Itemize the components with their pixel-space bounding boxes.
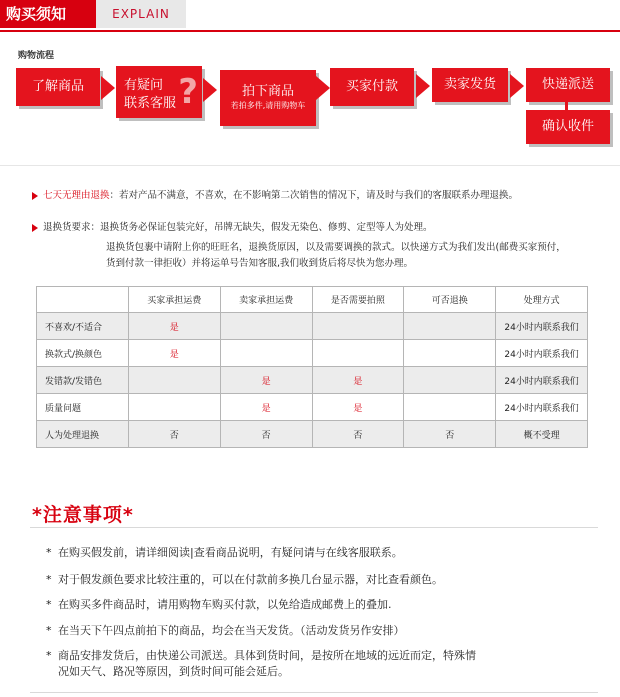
notes-title: *注意事项* — [32, 504, 134, 526]
flow-step-order-line1: 拍下商品 — [241, 84, 294, 99]
table-cell — [404, 394, 496, 421]
flow-step-order — [220, 70, 316, 126]
header-underline — [0, 30, 620, 32]
asterisk-bullet-icon: * — [46, 649, 52, 662]
table-cell — [312, 313, 404, 340]
question-mark-icon: ? — [178, 72, 198, 112]
triangle-bullet-icon — [32, 192, 38, 200]
table-cell — [404, 340, 496, 367]
asterisk-bullet-icon: * — [46, 624, 52, 637]
table-cell — [128, 394, 220, 421]
table-cell: 24小时内联系我们 — [496, 340, 588, 367]
table-header-cell: 买家承担运费 — [128, 287, 220, 313]
policy-return-instructions: 退换货包裹中请附上你的旺旺名，退换货原因，以及需要调换的款式。以快递方式为我们发出(邮费买家预付，货到付款一律拒收）并将运单号告知客服,我们收到货后将尽快为您办理。 — [106, 242, 566, 269]
table-cell: 24小时内联系我们 — [496, 367, 588, 394]
table-cell: 24小时内联系我们 — [496, 313, 588, 340]
flow-step-order-line2: 若拍多件,请用购物车 — [230, 101, 306, 110]
arrow-right-icon — [416, 74, 430, 98]
arrow-right-icon — [510, 74, 524, 98]
flow-step-contact — [116, 66, 202, 118]
divider — [0, 165, 620, 166]
header-subtitle: EXPLAIN — [96, 0, 186, 28]
arrow-right-icon — [316, 76, 330, 100]
table-cell — [220, 313, 312, 340]
table-cell: 是 — [128, 340, 220, 367]
arrow-right-icon — [101, 76, 115, 100]
table-cell: 24小时内联系我们 — [496, 394, 588, 421]
triangle-bullet-icon — [32, 224, 38, 232]
table-cell: 否 — [404, 421, 496, 448]
header-title: 购买须知 — [0, 0, 96, 28]
flow-title: 购物流程 — [18, 51, 55, 61]
flow-step-understand: 了解商品 — [16, 68, 100, 106]
table-cell — [404, 367, 496, 394]
table-header-row — [37, 287, 588, 313]
table-cell: 人为处理退换 — [37, 421, 129, 448]
note-text: 在购买多件商品时，请用购物车购买付款，以免给造成邮费上的叠加. — [58, 598, 392, 611]
asterisk-bullet-icon: * — [46, 573, 52, 586]
table-row — [37, 421, 588, 448]
table-cell: 发错款/发错色 — [37, 367, 129, 394]
note-text: 商品安排发货后，由快递公司派送。具体到货时间，是按所在地域的远近而定，特殊情 — [58, 649, 476, 662]
flow-step-contact-line1: 有疑问 — [124, 78, 164, 93]
table-cell — [128, 367, 220, 394]
policy-requirements-label: 退换货要求 — [43, 222, 91, 233]
table-cell: 否 — [312, 421, 404, 448]
table-cell: 是 — [220, 367, 312, 394]
table-cell — [312, 340, 404, 367]
table-cell — [404, 313, 496, 340]
flow-step-confirm: 确认收件 — [526, 110, 610, 144]
table-cell: 不喜欢/不适合 — [37, 313, 129, 340]
table-row — [37, 340, 588, 367]
table-cell: 是 — [312, 394, 404, 421]
policy-requirements — [32, 220, 433, 236]
note-text: 在购买假发前，请详细阅读|查看商品说明，有疑问请与在线客服联系。 — [58, 546, 403, 559]
table-header-cell — [37, 287, 129, 313]
table-header-cell: 卖家承担运费 — [220, 287, 312, 313]
table-cell: 概不受理 — [496, 421, 588, 448]
divider — [30, 527, 598, 528]
table-cell: 是 — [312, 367, 404, 394]
arrow-right-icon — [203, 78, 217, 102]
table-cell: 是 — [128, 313, 220, 340]
note-item — [46, 545, 403, 561]
note-text: 对于假发颜色要求比较注重的，可以在付款前多换几台显示器，对比查看颜色。 — [58, 573, 443, 586]
policy-seven-day-label: 七天无理由退换 — [43, 190, 110, 201]
policy-seven-day-text: ：若对产品不满意，不喜欢，在不影响第二次销售的情况下，请及时与我们的客服联系办理退换。 — [109, 190, 519, 201]
table-cell: 否 — [128, 421, 220, 448]
flow-step-pay: 买家付款 — [330, 68, 414, 106]
flow-step-ship: 卖家发货 — [432, 68, 508, 102]
divider — [30, 692, 598, 693]
return-policy-table — [36, 286, 588, 448]
note-item — [46, 597, 392, 613]
table-row — [37, 313, 588, 340]
note-item — [46, 648, 546, 680]
table-cell: 质量问题 — [37, 394, 129, 421]
asterisk-bullet-icon: * — [46, 546, 52, 559]
flow-step-contact-line2: 联系客服 — [124, 96, 177, 111]
table-header-cell: 可否退换 — [404, 287, 496, 313]
table-cell — [220, 340, 312, 367]
policy-requirements-text: ：退换货务必保证包装完好，吊牌无缺失，假发无染色、修剪、定型等人为处理。 — [90, 222, 433, 233]
section-header — [0, 0, 620, 32]
table-header-cell: 是否需要拍照 — [312, 287, 404, 313]
asterisk-bullet-icon: * — [46, 598, 52, 611]
note-item — [46, 623, 405, 639]
table-cell: 否 — [220, 421, 312, 448]
note-text: 在当天下午四点前拍下的商品，均会在当天发货。（活动发货另作安排） — [58, 624, 405, 637]
table-header-cell: 处理方式 — [496, 287, 588, 313]
note-item — [46, 572, 443, 588]
table-row — [37, 394, 588, 421]
policy-seven-day — [32, 188, 518, 204]
note-text-continued: 况如天气、路况等原因，到货时间可能会延后。 — [58, 665, 289, 678]
table-row — [37, 367, 588, 394]
table-cell: 是 — [220, 394, 312, 421]
flow-step-delivery: 快递派送 — [526, 68, 610, 102]
table-cell: 换款式/换颜色 — [37, 340, 129, 367]
